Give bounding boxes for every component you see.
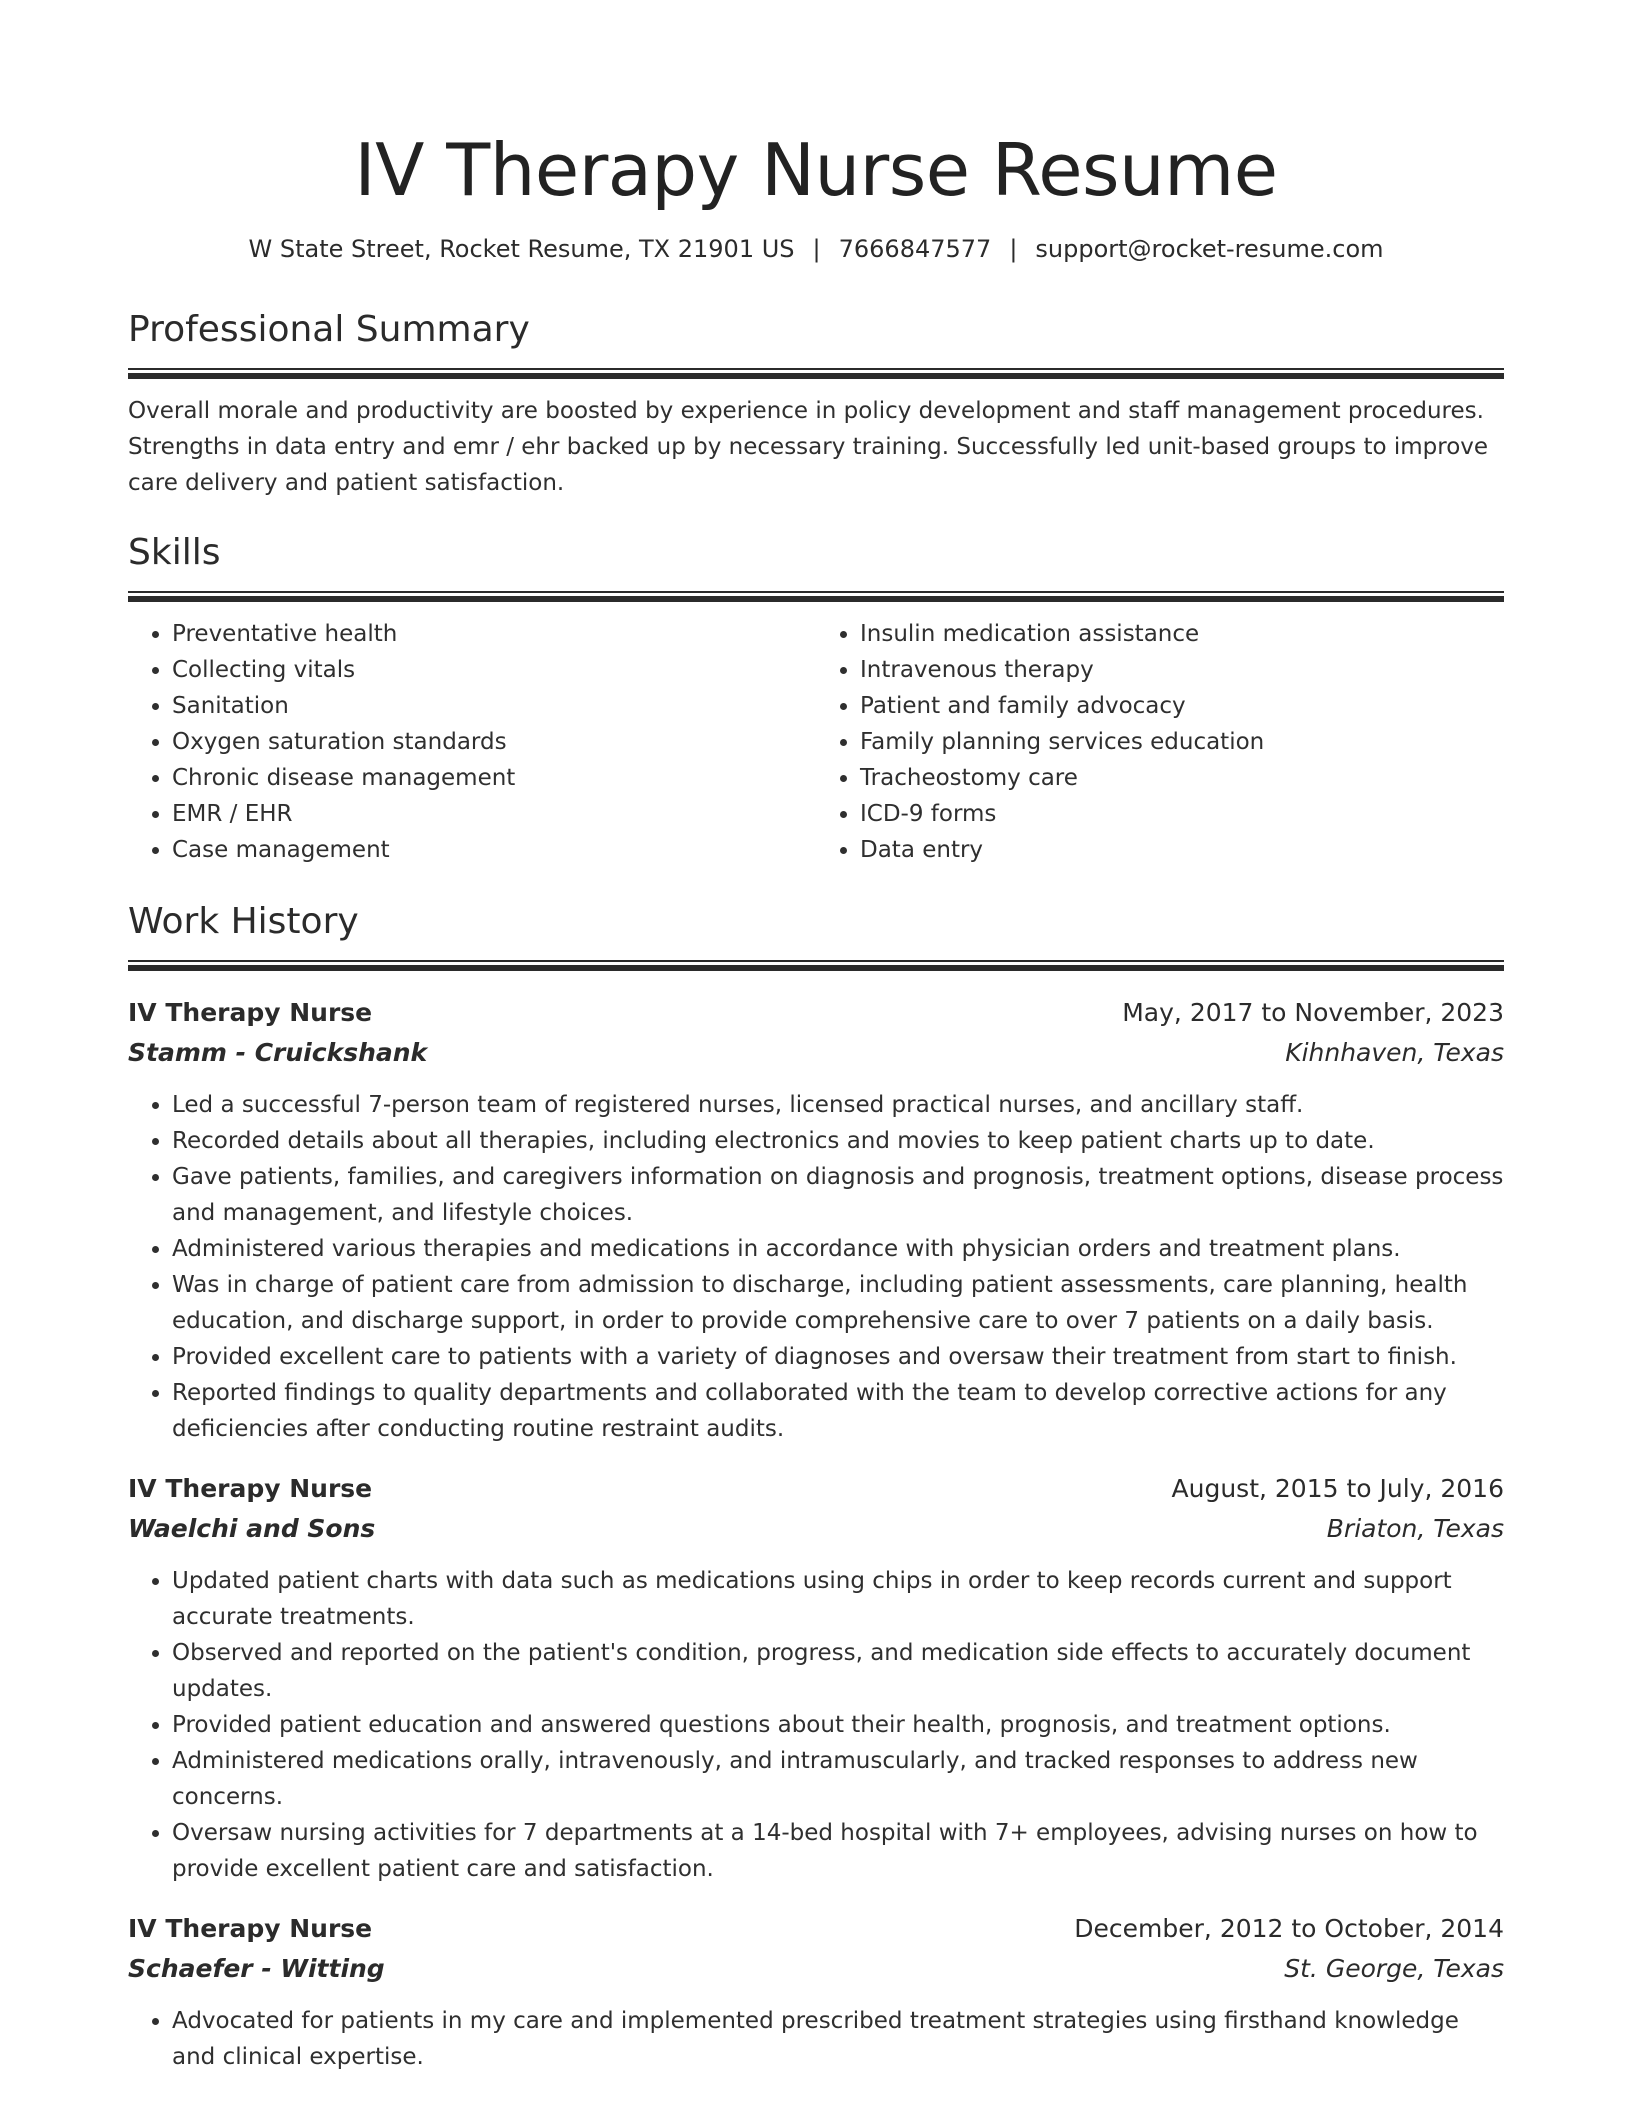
job-entry [128,1909,1504,2075]
skill-item: • Case management [172,832,816,868]
job-title: IV Therapy Nurse [128,1474,373,1503]
contact-separator: | [1009,235,1018,263]
skills-list-left [128,616,816,868]
job-bullet: • Administered various therapies and medications in accordance with physician orders and treatment plans. [172,1231,1504,1267]
section-divider [128,960,1504,971]
job-bullet: • Provided excellent care to patients with a variety of diagnoses and oversaw their treatment from start to finish. [172,1339,1504,1375]
job-bullet: • Was in charge of patient care from admission to discharge, including patient assessments, care planning, health education, and discharge support, in order to provide comprehensive care to over 7 patients on a daily basis. [172,1267,1504,1339]
job-dates: August, 2015 to July, 2016 [1171,1474,1504,1503]
skill-item: • Oxygen saturation standards [172,724,816,760]
section-heading-work: Work History [128,901,359,942]
job-company: Schaefer - Witting [128,1954,385,1983]
job-location: Kihnhaven, Texas [1285,1038,1504,1067]
job-bullets [128,1563,1504,1887]
job-entry [128,993,1504,1447]
skills-columns [128,616,1504,868]
job-header-row [128,993,1504,1033]
job-header-row [128,1909,1504,1949]
job-bullet: • Advocated for patients in my care and implemented prescribed treatment strategies using firsthand knowledge and clinical expertise. [172,2003,1504,2075]
job-location: St. George, Texas [1284,1954,1504,1983]
job-entry [128,1469,1504,1887]
skill-item: • ICD-9 forms [860,796,1504,832]
section-divider [128,368,1504,379]
skill-item: • EMR / EHR [172,796,816,832]
skill-item: • Collecting vitals [172,652,816,688]
contact-email: support@rocket-resume.com [1035,235,1384,263]
skills-section [128,529,1504,868]
resume-title: IV Therapy Nurse Resume [354,128,1278,212]
summary-text: Overall morale and productivity are boosted by experience in policy development and staff management procedures. Strengths in data entry and emr / ehr backed up by necessary training. Successfully led unit-based groups to improve care delivery and patient satisfaction. [128,398,1489,496]
job-bullet: • Led a successful 7-person team of registered nurses, licensed practical nurses, and ancillary staff. [172,1087,1504,1123]
job-bullets [128,2003,1504,2075]
section-heading-skills: Skills [128,532,221,573]
job-bullet: • Recorded details about all therapies, including electronics and movies to keep patient charts up to date. [172,1123,1504,1159]
job-company-row [128,1509,1504,1549]
contact-line [128,232,1504,266]
job-bullet: • Updated patient charts with data such as medications using chips in order to keep records current and support accurate treatments. [172,1563,1504,1635]
contact-separator: | [812,235,821,263]
job-bullet: • Administered medications orally, intravenously, and intramuscularly, and tracked responses to address new concerns. [172,1743,1504,1815]
contact-phone: 7666847577 [838,235,992,263]
job-location: Briaton, Texas [1326,1514,1504,1543]
skill-item: • Intravenous therapy [860,652,1504,688]
job-dates: May, 2017 to November, 2023 [1122,998,1504,1027]
professional-summary-section [128,306,1504,501]
job-company-row [128,1949,1504,1989]
section-heading-summary: Professional Summary [128,309,530,350]
skill-item: • Insulin medication assistance [860,616,1504,652]
job-company: Waelchi and Sons [128,1514,376,1543]
job-bullet: • Provided patient education and answered questions about their health, prognosis, and treatment options. [172,1707,1504,1743]
job-bullets [128,1087,1504,1447]
contact-address: W State Street, Rocket Resume, TX 21901 US [248,235,795,263]
skill-item: • Preventative health [172,616,816,652]
job-bullet: • Gave patients, families, and caregivers information on diagnosis and prognosis, treatment options, disease process and management, and lifestyle choices. [172,1159,1504,1231]
skill-item: • Sanitation [172,688,816,724]
job-company: Stamm - Cruickshank [128,1038,428,1067]
skills-list-right [816,616,1504,868]
skill-item: • Chronic disease management [172,760,816,796]
section-divider [128,591,1504,602]
job-header-row [128,1469,1504,1509]
job-bullet: • Reported findings to quality departments and collaborated with the team to develop corrective actions for any deficiencies after conducting routine restraint audits. [172,1375,1504,1447]
skill-item: • Data entry [860,832,1504,868]
job-title: IV Therapy Nurse [128,1914,373,1943]
skill-item: • Tracheostomy care [860,760,1504,796]
job-dates: December, 2012 to October, 2014 [1074,1914,1504,1943]
job-bullet: • Oversaw nursing activities for 7 departments at a 14-bed hospital with 7+ employees, advising nurses on how to provide excellent patient care and satisfaction. [172,1815,1504,1887]
skill-item: • Patient and family advocacy [860,688,1504,724]
job-bullet: • Observed and reported on the patient's condition, progress, and medication side effects to accurately document updates. [172,1635,1504,1707]
job-company-row [128,1033,1504,1073]
skill-item: • Family planning services education [860,724,1504,760]
job-title: IV Therapy Nurse [128,998,373,1027]
work-history-section [128,898,1504,2075]
